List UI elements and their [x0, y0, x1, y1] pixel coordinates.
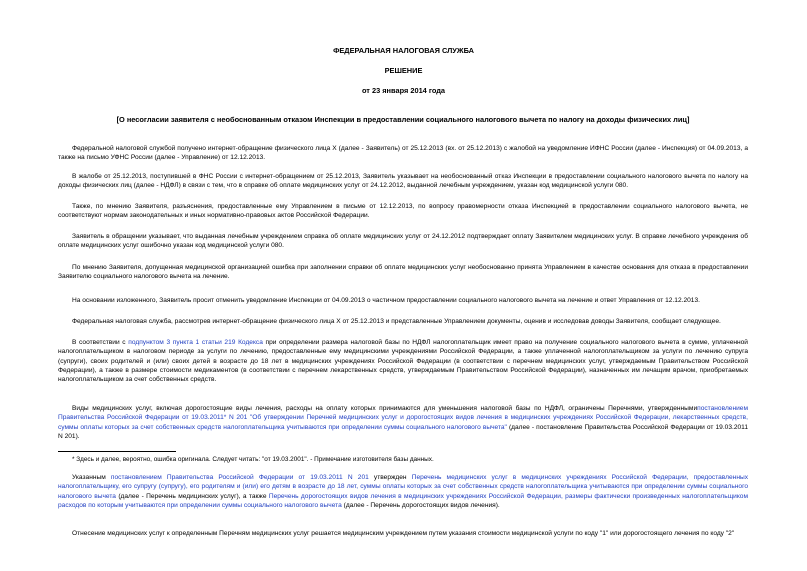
- document-date: от 23 января 2014 года: [361, 86, 446, 95]
- link-medical-services-list[interactable]: Перечень медицинских услуг в медицинских учреждениях Российской Федерации, предоставленных налогоплательщику, его супругу (супругу), его родителям и (или) его детям в возрасте до 18 лет, суммы оплаты которых за счет собственных средств налогоплательщика учитываются при определении суммы социального налогового вычета: [58, 474, 748, 500]
- agency-name: ФЕДЕРАЛЬНАЯ НАЛОГОВАЯ СЛУЖБА: [333, 46, 474, 55]
- paragraph-9-text-end: (далее - постановление Правительства Российской Федерации от 19.03.2011 N 201).: [58, 423, 749, 440]
- link-resolution-201[interactable]: постановлением Правительства Российской Федерации от 19.03.2011* N 201 "Об утверждении Перечней медицинских услуг и дорогостоящих видов лечения в медицинских учреждениях Российской Федерации, лекарственных средств, суммы оплаты которых за счет собственных средств налогоплательщика учитываются при определении суммы социального налогового вычета": [58, 405, 748, 431]
- paragraph-7: Федеральная налоговая служба, рассмотрев интернет-обращение физического лица Х от 25.12.2013 и представленные Управлением документы, оценив и исследовав доводы Заявителя, сообщает следующее.: [72, 318, 721, 325]
- paragraph-5: По мнению Заявителя, допущенная медицинской организацией ошибка при заполнении справки об оплате медицинских услуг необоснованно принята Управлением в качестве основания для отказа в предоставлении Заявителю социального налогового вычета на лечение.: [58, 264, 748, 281]
- paragraph-10-text-end: (далее - Перечень дорогостоящих видов лечения).: [341, 501, 500, 509]
- link-resolution-201-b[interactable]: постановлением Правительства Российской Федерации от 19.03.2011 N 201: [110, 474, 369, 481]
- paragraph-3: Также, по мнению Заявителя, разъяснения, предоставленные ему Управлением в письме от 12.12.2013, по вопросу правомерности отказа Инспекцией в предоставлении социального налогового вычета, не соответствуют нормам законодательных и иных нормативно-правовых актов Российской Федерации.: [58, 203, 748, 220]
- paragraph-2: В жалобе от 25.12.2013, поступившей в ФНС России с интернет-обращением от 25.12.2013, Заявитель указывает на необоснованный отказ Инспекции в предоставлении социального налогового вычета по налогу на доходы физических лиц (далее - НДФЛ) в связи с тем, что в справке об оплате медицинских услуг от 24.12.2012, выданной лечебным учреждением, указан код медицинской услуги 080.: [58, 173, 748, 190]
- paragraph-8-text-end: при определении размера налоговой базы по НДФЛ налогоплательщик имеет право на получение социального налогового вычета в сумме, уплаченной налогоплательщиком в налоговом периоде за услуги по лечению, предоставленные ему медицинскими учреждениями Российской Федерации, а также уплаченной налогоплательщиком за услуги по лечению супруга (супруги), своих родителей и (или) своих детей в возрасте до 18 лет в медицинских учреждениях Российской Федерации (в соответствии с перечнем медицинских услуг, утверждаемым Правительством Российской Федерации), а также в размере стоимости медикаментов (в соответствии с перечнем лекарственных средств, утверждаемым Правительством Российской Федерации), назначенных им лечащим врачом, приобретаемых налогоплательщиком за счет собственных средств.: [58, 339, 748, 384]
- paragraph-1: Федеральной налоговой службой получено интернет-обращение физического лица Х (далее - Заявитель) от 25.12.2013 (вх. от 25.12.2013) с жалобой на уведомление ИФНС России (далее - Инспекция) от 04.09.2013, а также на письмо УФНС России (далее - Управление) от 12.12.2013.: [58, 145, 748, 162]
- paragraph-10-text-start: Указанным: [72, 474, 111, 481]
- paragraph-8-text-start: В соответствии с: [72, 339, 129, 346]
- footnote-divider: [58, 451, 176, 452]
- footnote: * Здесь и далее, вероятно, ошибка оригинала. Следует читать: "от 19.03.2001". - Примечание изготовителя базы данных.: [72, 456, 434, 463]
- paragraph-10-text-mid1: утвержден: [368, 474, 412, 481]
- link-expensive-treatment-list[interactable]: Перечень дорогостоящих видов лечения в медицинских учреждениях Российской Федерации, размеры фактически произведенных налогоплательщиком расходов по которым учитываются при определении суммы социального налогового вычета: [58, 492, 748, 509]
- link-article-219[interactable]: подпунктом 3 пункта 1 статьи 219 Кодекса: [128, 339, 263, 346]
- paragraph-11: Отнесение медицинских услуг к определенным Перечням медицинских услуг решается медицинским учреждением путем указания стоимости медицинской услуги по коду "1" или дорогостоящего лечения по коду "2": [72, 530, 735, 537]
- paragraph-9: [58, 404, 748, 441]
- paragraph-9-text-start: Виды медицинских услуг, включая дорогостоящие виды лечения, расходы на оплату которых принимаются для уменьшения налоговой базы по НДФЛ, ограничены Перечнями, утвержденными: [72, 405, 698, 412]
- paragraph-10-text-mid2: (далее - Перечень медицинских услуг), а также: [115, 492, 269, 500]
- paragraph-6: На основании изложенного, Заявитель просит отменить уведомление Инспекции от 04.09.2013 о частичном предоставлении социального налогового вычета на лечение и ответ Управления от 12.12.2013.: [72, 297, 700, 304]
- document-topic: [О несогласии заявителя с необоснованным отказом Инспекции в предоставлении социального налогового вычета по налогу на доходы физических лиц]: [116, 115, 690, 124]
- document-type: РЕШЕНИЕ: [384, 66, 423, 75]
- paragraph-4: Заявитель в обращении указывает, что выданная лечебным учреждением справка об оплате медицинских услуг от 24.12.2012 подтверждает оплату Заявителем медицинских услуг. В справке лечебного учреждения об оплате медицинских услуг ошибочно указан код медицинской услуги 080.: [58, 233, 748, 250]
- paragraph-10: [58, 473, 748, 510]
- paragraph-8: [58, 338, 748, 384]
